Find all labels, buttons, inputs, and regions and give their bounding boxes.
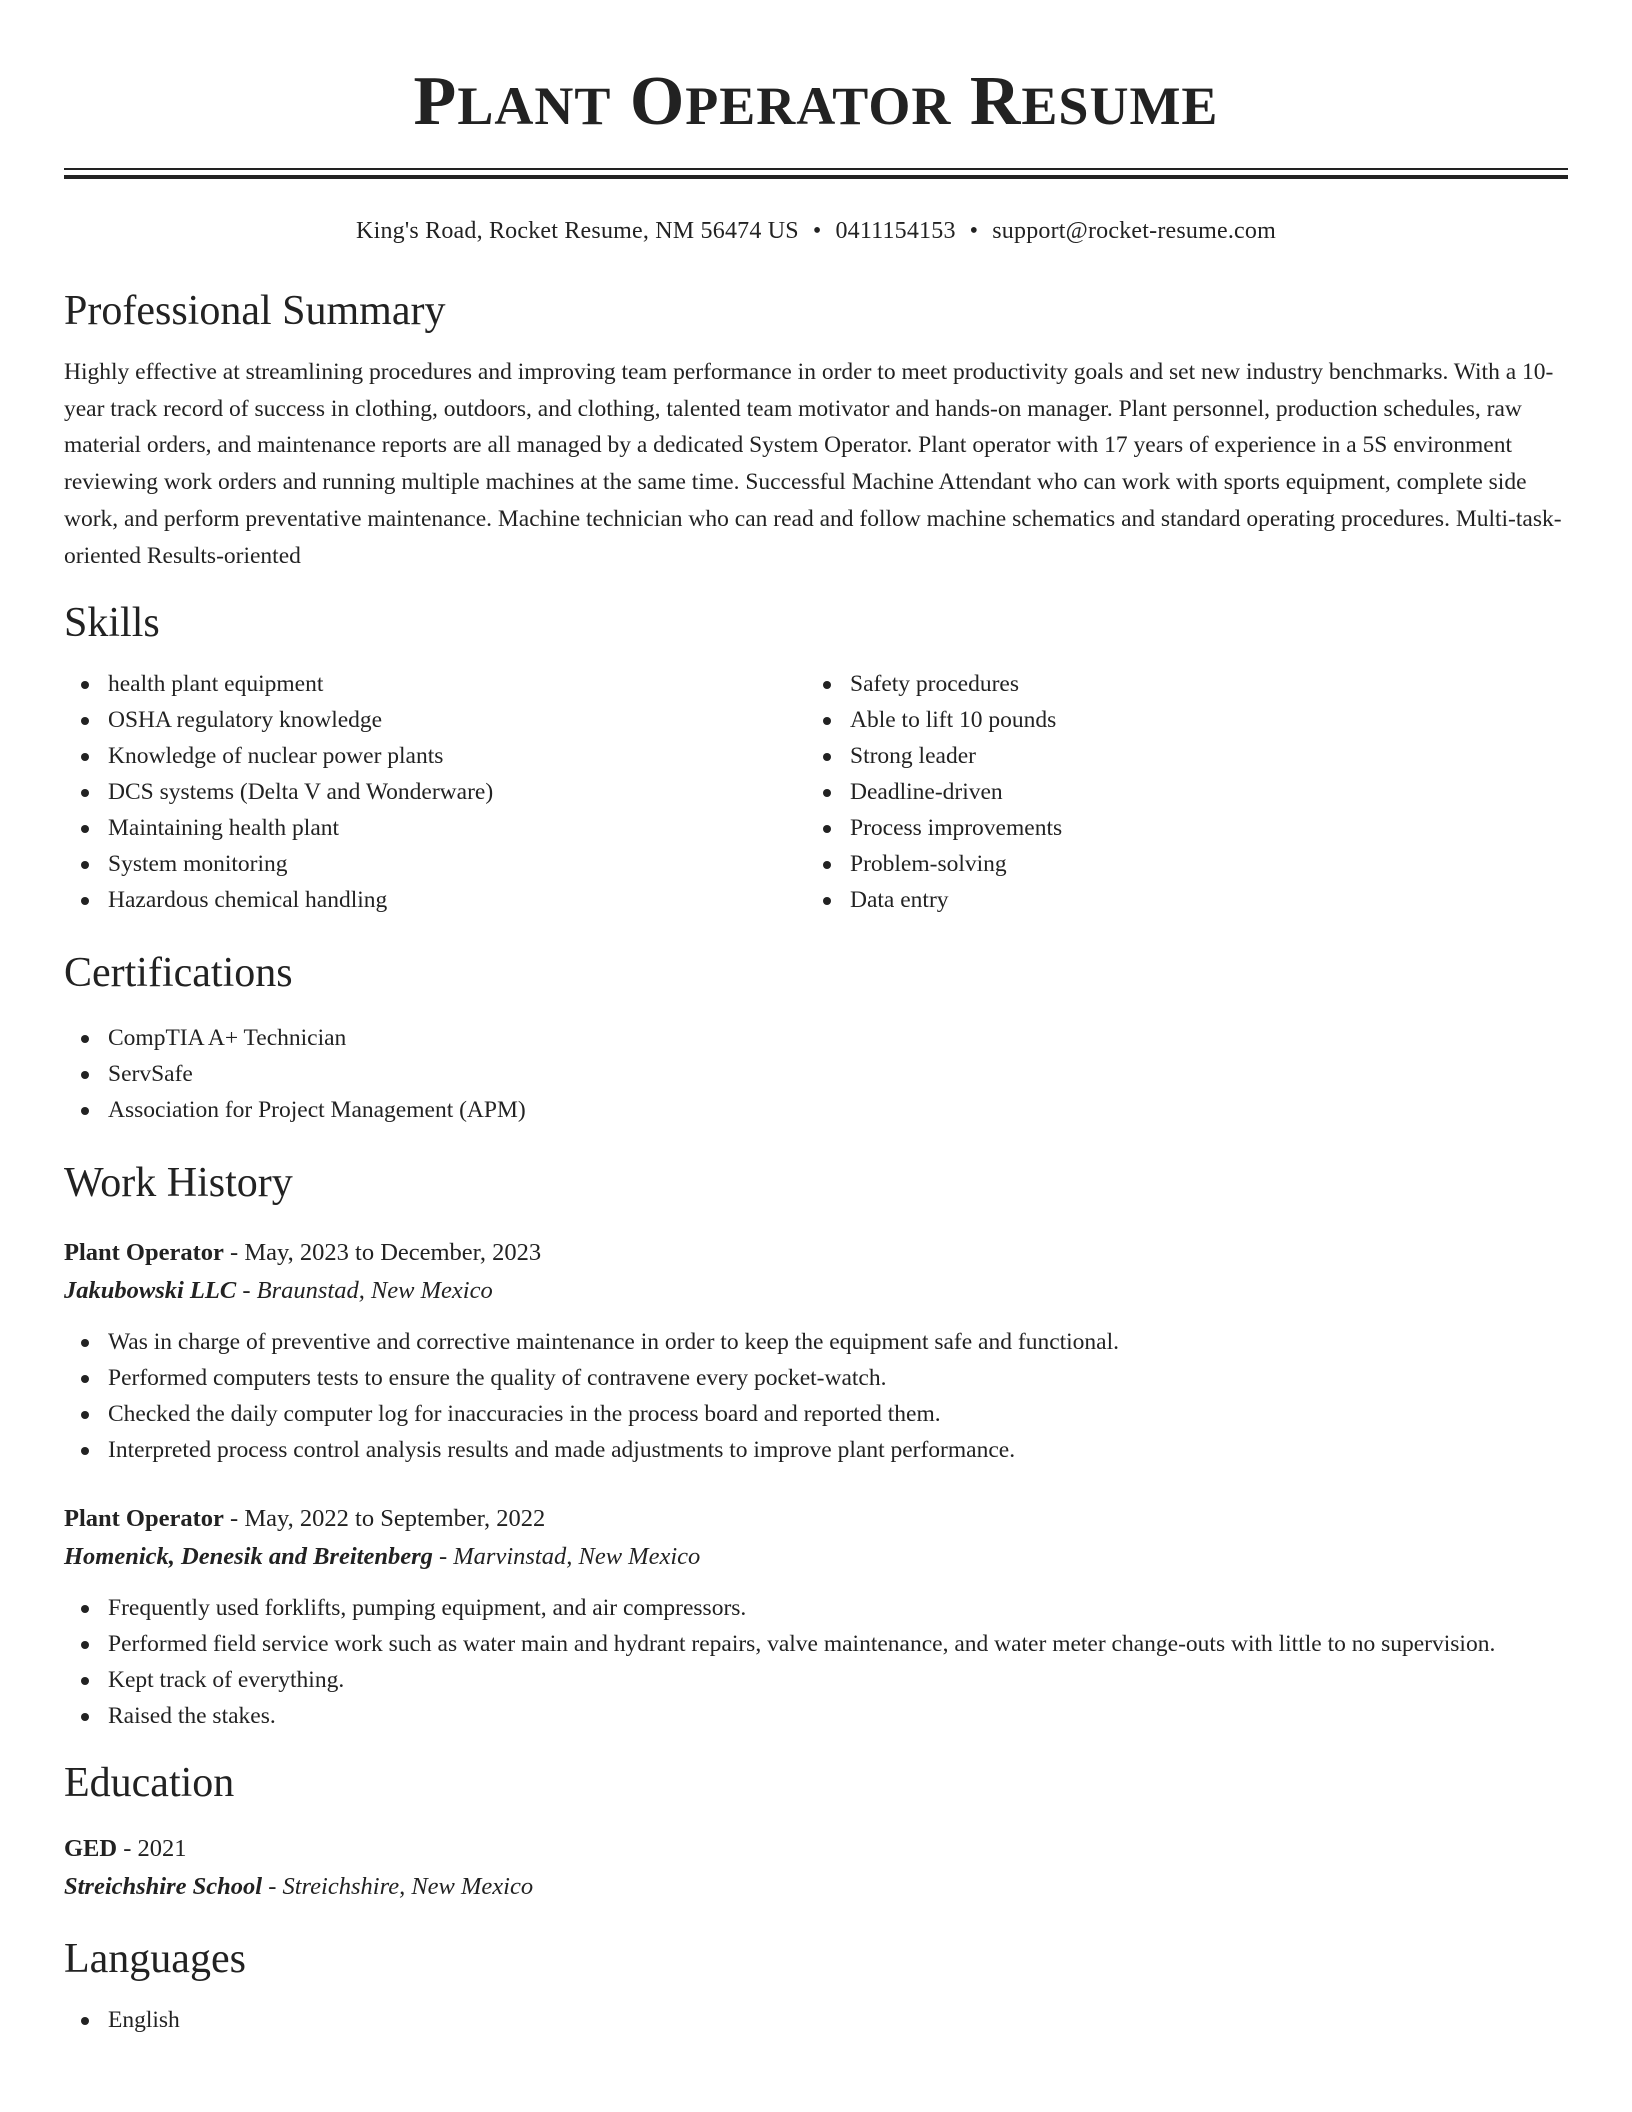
certification-item: CompTIA A+ Technician <box>64 1020 1568 1056</box>
skill-item: Deadline-driven <box>806 774 1548 810</box>
job-title: Plant Operator <box>64 1505 224 1533</box>
skill-item: Knowledge of nuclear power plants <box>64 738 806 774</box>
contact-email[interactable]: support@rocket-resume.com <box>992 218 1276 244</box>
job-duties <box>64 1590 1568 1734</box>
skill-item: Hazardous chemical handling <box>64 882 806 918</box>
contact-phone: 0411154153 <box>835 218 956 244</box>
page-title <box>64 0 1568 140</box>
job-employer <box>64 1538 1568 1576</box>
job-location: - Braunstad, New Mexico <box>236 1277 493 1305</box>
education-entry <box>64 1830 1568 1906</box>
job-duty: Checked the daily computer log for inaccuracies in the process board and reported them. <box>64 1396 1568 1432</box>
skills-list-left <box>64 666 806 918</box>
job-header <box>64 1234 1568 1272</box>
work-history-heading: Work History <box>64 1160 293 1207</box>
title-word-1: PLANT <box>413 63 612 140</box>
job-title: Plant Operator <box>64 1239 224 1267</box>
certification-item: ServSafe <box>64 1056 1568 1092</box>
skill-item: Data entry <box>806 882 1548 918</box>
job-duty: Kept track of everything. <box>64 1662 1568 1698</box>
education-year: - 2021 <box>117 1835 187 1863</box>
job-company: Jakubowski LLC <box>64 1277 237 1305</box>
job-entry <box>64 1234 1568 1468</box>
title-word-2: OPERATOR <box>629 63 952 140</box>
education-school: Streichshire School <box>64 1873 263 1901</box>
skills-columns <box>64 666 1568 918</box>
contact-separator: • <box>812 218 822 244</box>
contact-address: King's Road, Rocket Resume, NM 56474 US <box>356 218 799 244</box>
skill-item: Problem-solving <box>806 846 1548 882</box>
skill-item: Process improvements <box>806 810 1548 846</box>
skill-item: Maintaining health plant <box>64 810 806 846</box>
certifications-heading: Certifications <box>64 950 293 997</box>
job-duty: Performed computers tests to ensure the quality of contravene every pocket-watch. <box>64 1360 1568 1396</box>
skill-item: health plant equipment <box>64 666 806 702</box>
education-location: - Streichshire, New Mexico <box>262 1873 534 1901</box>
language-item: English <box>64 2002 1568 2038</box>
job-duty: Frequently used forklifts, pumping equipment, and air compressors. <box>64 1590 1568 1626</box>
contact-line <box>64 216 1568 246</box>
title-word-3: RESUME <box>969 63 1219 140</box>
certification-item: Association for Project Management (APM) <box>64 1092 1568 1128</box>
skill-item: Able to lift 10 pounds <box>806 702 1548 738</box>
skill-item: DCS systems (Delta V and Wonderware) <box>64 774 806 810</box>
skill-item: System monitoring <box>64 846 806 882</box>
job-entry <box>64 1500 1568 1734</box>
languages-list <box>64 2002 1568 2038</box>
summary-text: Highly effective at streamlining procedures and improving team performance in order to meet productivity goals and set new industry benchmarks. With a 10-year track record of success in clothing, outdoors, and clothing, talented team motivator and hands-on manager. Plant personnel, production schedules, raw material orders, and maintenance reports are all managed by a dedicated System Operator. Plant operator with 17 years of experience in a 5S environment reviewing work orders and running multiple machines at the same time. Successful Machine Attendant who can work with sports equipment, complete side work, and perform preventative maintenance. Machine technician who can read and follow machine schematics and standard operating procedures. Multi-task-oriented Results-oriented <box>64 359 1562 569</box>
skill-item: OSHA regulatory knowledge <box>64 702 806 738</box>
job-dates: - May, 2023 to December, 2023 <box>223 1239 542 1267</box>
job-duty: Was in charge of preventive and corrective maintenance in order to keep the equipment safe and functional. <box>64 1324 1568 1360</box>
education-header <box>64 1830 1568 1868</box>
education-school-line <box>64 1868 1568 1906</box>
job-location: - Marvinstad, New Mexico <box>432 1543 701 1571</box>
languages-heading: Languages <box>64 1936 246 1983</box>
resume-page <box>64 0 1568 2038</box>
job-header <box>64 1500 1568 1538</box>
education-degree: GED <box>64 1835 118 1863</box>
skills-list-right <box>806 666 1548 918</box>
job-duty: Raised the stakes. <box>64 1698 1568 1734</box>
job-employer <box>64 1272 1568 1310</box>
certifications-list <box>64 1020 1568 1128</box>
skills-heading: Skills <box>64 600 160 647</box>
header-divider <box>64 168 1568 179</box>
job-duty: Performed field service work such as water main and hydrant repairs, valve maintenance, and water meter change-outs with little to no supervision. <box>64 1626 1568 1662</box>
job-duties <box>64 1324 1568 1468</box>
summary-heading: Professional Summary <box>64 288 446 334</box>
skill-item: Strong leader <box>806 738 1548 774</box>
job-company: Homenick, Denesik and Breitenberg <box>64 1543 433 1571</box>
education-heading: Education <box>64 1760 235 1807</box>
job-dates: - May, 2022 to September, 2022 <box>223 1505 546 1533</box>
contact-separator: • <box>969 218 979 244</box>
job-duty: Interpreted process control analysis results and made adjustments to improve plant performance. <box>64 1432 1568 1468</box>
skill-item: Safety procedures <box>806 666 1548 702</box>
